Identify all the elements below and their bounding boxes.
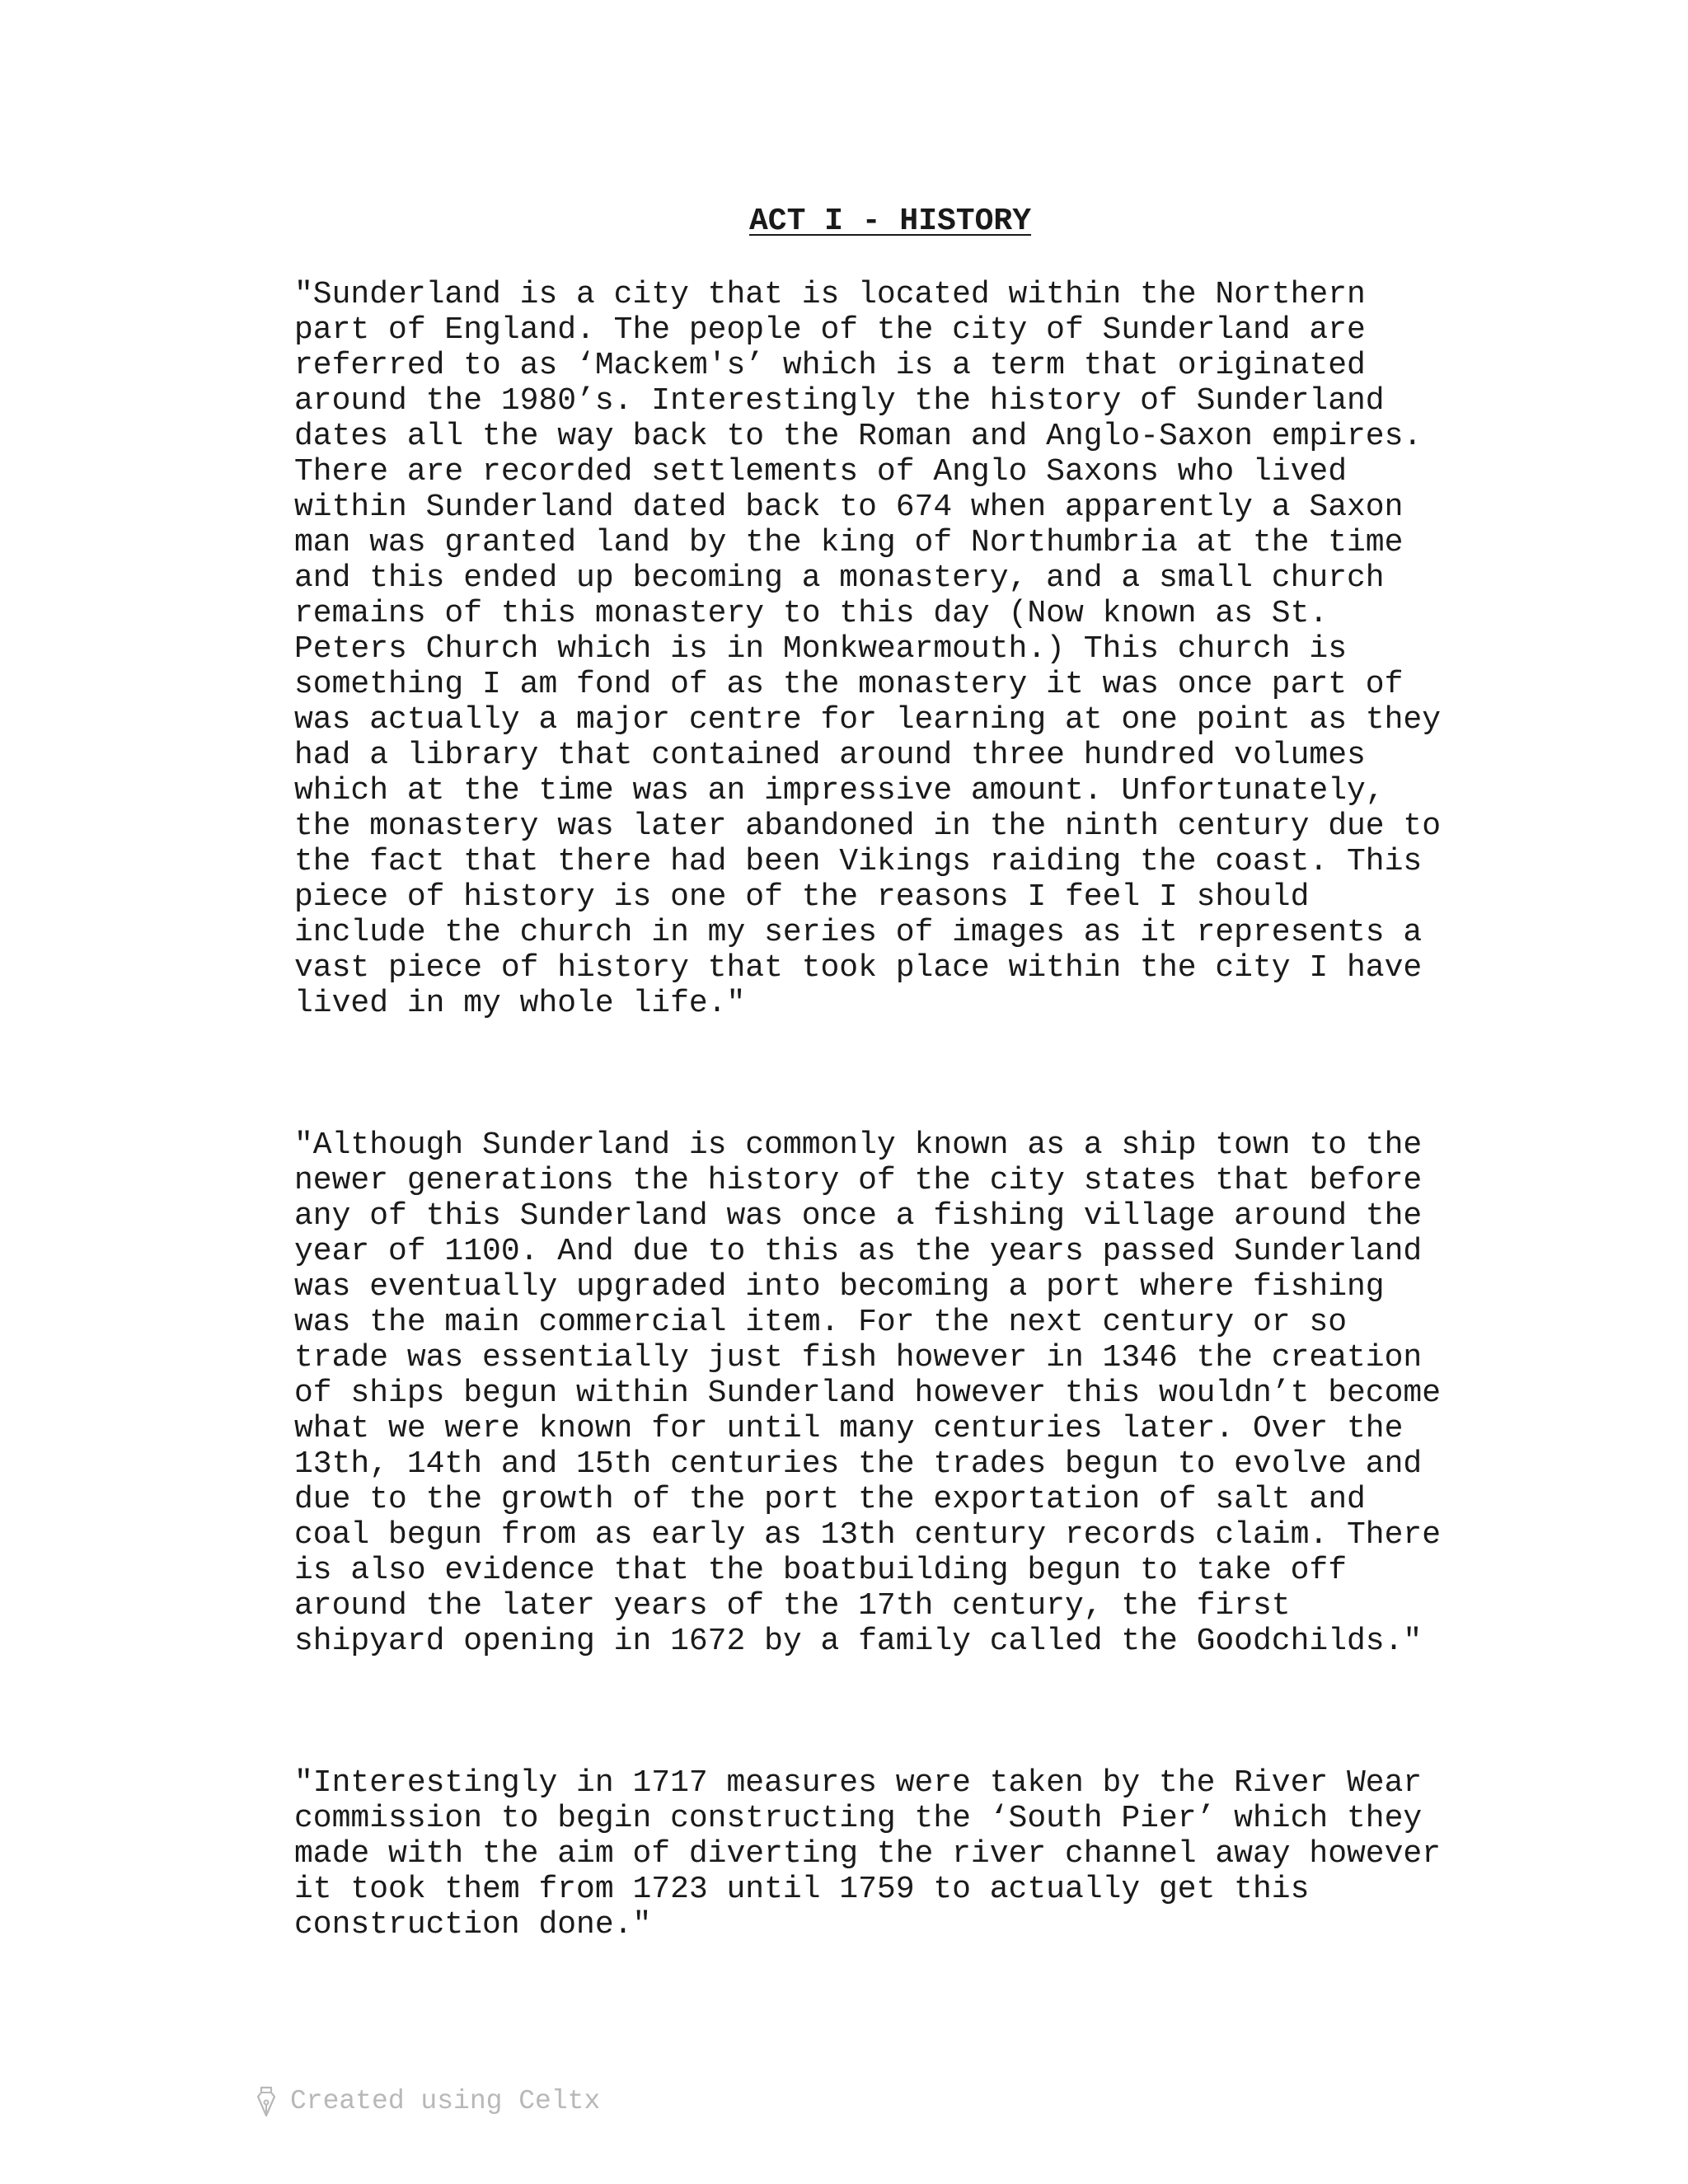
- paragraph-line: was actually a major centre for learning at one point as they: [294, 702, 1442, 738]
- paragraph-line: made with the aim of diverting the river channel away however: [294, 1836, 1442, 1872]
- paragraph-line: "Sunderland is a city that is located within the Northern: [294, 277, 1366, 312]
- paragraph-line: of ships begun within Sunderland however this wouldn’t become: [294, 1376, 1442, 1411]
- paragraph-line: referred to as ‘Mackem's’ which is a term that originated: [294, 348, 1366, 383]
- paragraph-line: part of England. The people of the city of Sunderland are: [294, 312, 1366, 348]
- paragraph-line: include the church in my series of images as it represents a: [294, 915, 1423, 950]
- paragraph-line: was the main commercial item. For the next century or so: [294, 1305, 1348, 1340]
- history-paragraph-3: [294, 1765, 1498, 1943]
- paragraph-line: remains of this monastery to this day (Now known as St.: [294, 596, 1329, 631]
- paragraph-line: dates all the way back to the Roman and Anglo-Saxon empires.: [294, 419, 1423, 454]
- paragraph-line: was eventually upgraded into becoming a port where fishing: [294, 1269, 1385, 1305]
- paragraph-line: newer generations the history of the city states that before: [294, 1163, 1423, 1198]
- paragraph-line: trade was essentially just fish however in 1346 the creation: [294, 1340, 1423, 1376]
- paragraph-line: due to the growth of the port the exportation of salt and: [294, 1482, 1366, 1517]
- paragraph-line: lived in my whole life.": [294, 986, 746, 1021]
- paragraph-line: is also evidence that the boatbuilding begun to take off: [294, 1553, 1348, 1588]
- paragraph-line: which at the time was an impressive amount. Unfortunately,: [294, 773, 1385, 808]
- paragraph-line: had a library that contained around three hundred volumes: [294, 738, 1366, 773]
- paragraph-line: Peters Church which is in Monkwearmouth.) This church is: [294, 631, 1348, 667]
- paragraph-line: any of this Sunderland was once a fishing village around the: [294, 1198, 1423, 1234]
- paragraph-line: vast piece of history that took place within the city I have: [294, 950, 1423, 986]
- paragraph-line: "Interestingly in 1717 measures were taken by the River Wear: [294, 1765, 1423, 1801]
- paragraph-line: man was granted land by the king of Northumbria at the time: [294, 525, 1404, 560]
- paragraph-line: shipyard opening in 1672 by a family called the Goodchilds.": [294, 1624, 1423, 1659]
- pen-nib-icon: [254, 2085, 279, 2118]
- paragraph-line: year of 1100. And due to this as the years passed Sunderland: [294, 1234, 1423, 1269]
- paragraph-line: something I am fond of as the monastery it was once part of: [294, 667, 1404, 702]
- paragraph-line: 13th, 14th and 15th centuries the trades begun to evolve and: [294, 1446, 1423, 1482]
- paragraph-line: the fact that there had been Vikings raiding the coast. This: [294, 844, 1423, 879]
- paragraph-line: the monastery was later abandoned in the ninth century due to: [294, 808, 1442, 844]
- paragraph-line: it took them from 1723 until 1759 to actually get this: [294, 1872, 1310, 1907]
- paragraph-line: commission to begin constructing the ‘South Pier’ which they: [294, 1801, 1423, 1836]
- paragraph-line: and this ended up becoming a monastery, and a small church: [294, 560, 1385, 596]
- history-paragraph-1: [294, 277, 1498, 1021]
- paragraph-line: around the 1980’s. Interestingly the history of Sunderland: [294, 383, 1385, 419]
- history-paragraph-2: [294, 1127, 1498, 1659]
- act-title: ACT I - HISTORY: [748, 204, 1032, 239]
- paragraph-line: within Sunderland dated back to 674 when apparently a Saxon: [294, 490, 1404, 525]
- paragraph-line: "Although Sunderland is commonly known as a ship town to the: [294, 1127, 1423, 1163]
- footer-credit: [254, 2085, 600, 2118]
- paragraph-line: piece of history is one of the reasons I feel I should: [294, 879, 1310, 915]
- paragraph-line: coal begun from as early as 13th century records claim. There: [294, 1517, 1442, 1553]
- paragraph-line: construction done.": [294, 1907, 652, 1943]
- paragraph-line: around the later years of the 17th century, the first: [294, 1588, 1291, 1624]
- footer-text: Created using Celtx: [290, 2086, 601, 2116]
- paragraph-line: what we were known for until many centuries later. Over the: [294, 1411, 1404, 1446]
- paragraph-line: There are recorded settlements of Anglo Saxons who lived: [294, 454, 1348, 490]
